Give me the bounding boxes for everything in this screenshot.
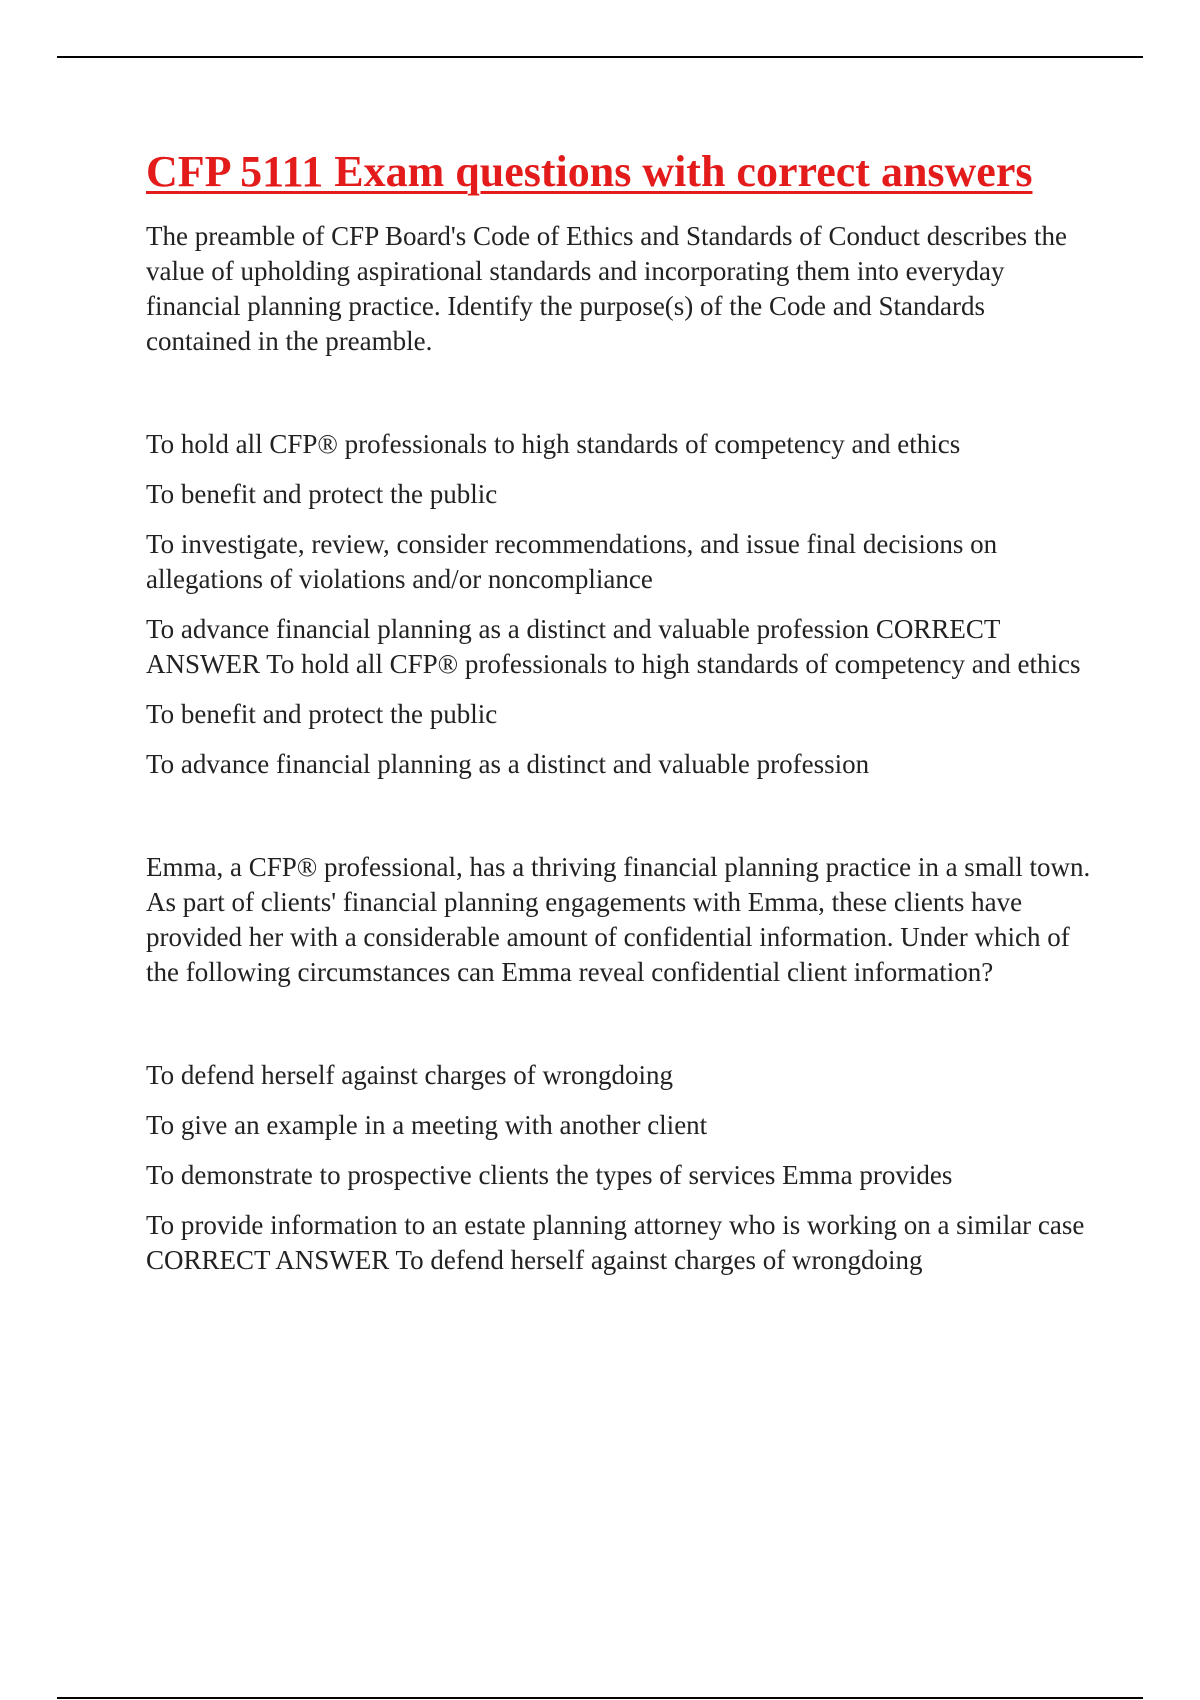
question-block-2 bbox=[146, 850, 1096, 1278]
footer-rule bbox=[57, 1697, 1143, 1699]
question-block-1 bbox=[146, 219, 1096, 782]
document-body bbox=[146, 145, 1096, 1278]
answer-option: To defend herself against charges of wrongdoing bbox=[146, 1060, 673, 1090]
answer-option: To provide information to an estate planning attorney who is working on a similar case CORRECT ANSWER To defend herself against charges of wrongdoing bbox=[146, 1210, 1085, 1275]
document-title: CFP 5111 Exam questions with correct answers bbox=[146, 147, 1033, 196]
answer-option: To hold all CFP® professionals to high standards of competency and ethics bbox=[146, 429, 961, 459]
answer-options bbox=[146, 427, 1096, 782]
answer-options bbox=[146, 1058, 1096, 1278]
answer-option: To investigate, review, consider recommendations, and issue final decisions on allegations of violations and/or noncompliance bbox=[146, 529, 998, 594]
answer-option: To benefit and protect the public bbox=[146, 479, 498, 509]
answer-option: To benefit and protect the public bbox=[146, 699, 498, 729]
header-rule bbox=[57, 56, 1143, 58]
answer-option: To demonstrate to prospective clients the types of services Emma provides bbox=[146, 1160, 953, 1190]
answer-option: To give an example in a meeting with another client bbox=[146, 1110, 708, 1140]
question-text: Emma, a CFP® professional, has a thriving financial planning practice in a small town. As part of clients' financial planning engagements with Emma, these clients have provided her with a considerable amount of confidential information. Under which of the following circumstances can Emma reveal confidential client information? bbox=[146, 852, 1091, 987]
answer-option: To advance financial planning as a distinct and valuable profession bbox=[146, 749, 870, 779]
answer-option: To advance financial planning as a distinct and valuable profession CORRECT ANSWER To hold all CFP® professionals to high standards of competency and ethics bbox=[146, 614, 1081, 679]
question-text: The preamble of CFP Board's Code of Ethics and Standards of Conduct describes the value of upholding aspirational standards and incorporating them into everyday financial planning practice. Identify the purpose(s) of the Code and Standards contained in the preamble. bbox=[146, 221, 1067, 356]
